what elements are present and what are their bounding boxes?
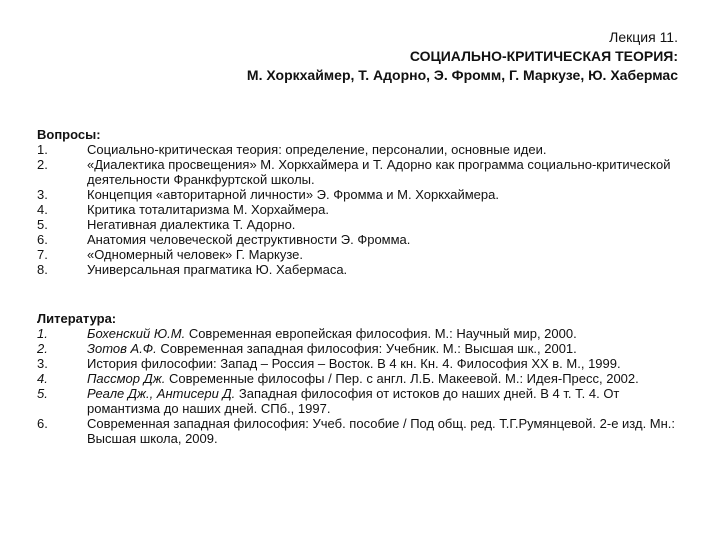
literature-text: Современная европейская философия. М.: Научный мир, 2000. <box>185 326 577 341</box>
question-number: 2. <box>37 157 48 172</box>
question-number: 3. <box>37 187 48 202</box>
question-item <box>37 202 687 217</box>
literature-author: Бохенский Ю.М. <box>87 326 186 341</box>
literature-list <box>37 326 687 446</box>
literature-item <box>37 386 687 416</box>
question-item <box>37 217 687 232</box>
lecture-header <box>247 28 678 85</box>
question-item <box>37 157 687 187</box>
question-text: Анатомия человеческой деструктивности Э. Фромма. <box>87 232 411 247</box>
question-text: «Диалектика просвещения» М. Хоркхаймера и Т. Адорно как программа социально-критической деятельности Франкфуртской школы. <box>87 157 671 187</box>
literature-text: Современные философы / Пер. с англ. Л.Б. Макеевой. М.: Идея-Пресс, 2002. <box>165 371 639 386</box>
literature-number: 2. <box>37 341 48 356</box>
literature-number: 3. <box>37 356 48 371</box>
question-item <box>37 262 687 277</box>
question-text: Концепция «авторитарной личности» Э. Фромма и М. Хоркхаймера. <box>87 187 499 202</box>
question-number: 7. <box>37 247 48 262</box>
literature-text: Современная западная философия: Учебник. М.: Высшая шк., 2001. <box>156 341 577 356</box>
literature-author: Зотов А.Ф. <box>87 341 157 356</box>
literature-text: История философии: Запад – Россия – Восток. В 4 кн. Кн. 4. Философия XX в. М., 1999. <box>87 356 621 371</box>
lecture-number: Лекция 11. <box>609 29 678 45</box>
literature-author: Пассмор Дж. <box>87 371 166 386</box>
literature-text: Современная западная философия: Учеб. пособие / Под общ. ред. Т.Г.Румянцевой. 2-е изд. Мн.: Высшая школа, 2009. <box>87 416 676 446</box>
literature-number: 1. <box>37 326 48 341</box>
question-text: Универсальная прагматика Ю. Хабермаса. <box>87 262 348 277</box>
questions-section <box>37 127 687 277</box>
literature-title: Литература: <box>37 311 117 326</box>
questions-list <box>37 142 687 277</box>
literature-section <box>37 311 687 446</box>
literature-number: 5. <box>37 386 48 401</box>
lecture-title: СОЦИАЛЬНО-КРИТИЧЕСКАЯ ТЕОРИЯ: <box>409 48 678 64</box>
question-item <box>37 142 687 157</box>
questions-title: Вопросы: <box>37 127 101 142</box>
question-number: 5. <box>37 217 48 232</box>
literature-item <box>37 371 687 386</box>
literature-number: 6. <box>37 416 48 431</box>
literature-item <box>37 326 687 341</box>
question-number: 4. <box>37 202 48 217</box>
literature-text: Западная философия от истоков до наших дней. В 4 т. Т. 4. От романтизма до наших дней. СПб., 1997. <box>87 386 620 416</box>
question-text: Критика тоталитаризма М. Хорхаймера. <box>87 202 329 217</box>
literature-item <box>37 416 687 446</box>
literature-item <box>37 356 687 371</box>
question-number: 1. <box>37 142 48 157</box>
question-number: 6. <box>37 232 48 247</box>
question-item <box>37 247 687 262</box>
question-text: Социально-критическая теория: определение, персоналии, основные идеи. <box>87 142 547 157</box>
question-text: «Одномерный человек» Г. Маркузе. <box>87 247 303 262</box>
question-item <box>37 187 687 202</box>
question-text: Негативная диалектика Т. Адорно. <box>87 217 296 232</box>
literature-number: 4. <box>37 371 48 386</box>
literature-author: Реале Дж., Антисери Д. <box>87 386 236 401</box>
question-number: 8. <box>37 262 48 277</box>
lecture-authors: М. Хоркхаймер, Т. Адорно, Э. Фромм, Г. Маркузе, Ю. Хабермас <box>246 67 678 83</box>
literature-item <box>37 341 687 356</box>
question-item <box>37 232 687 247</box>
